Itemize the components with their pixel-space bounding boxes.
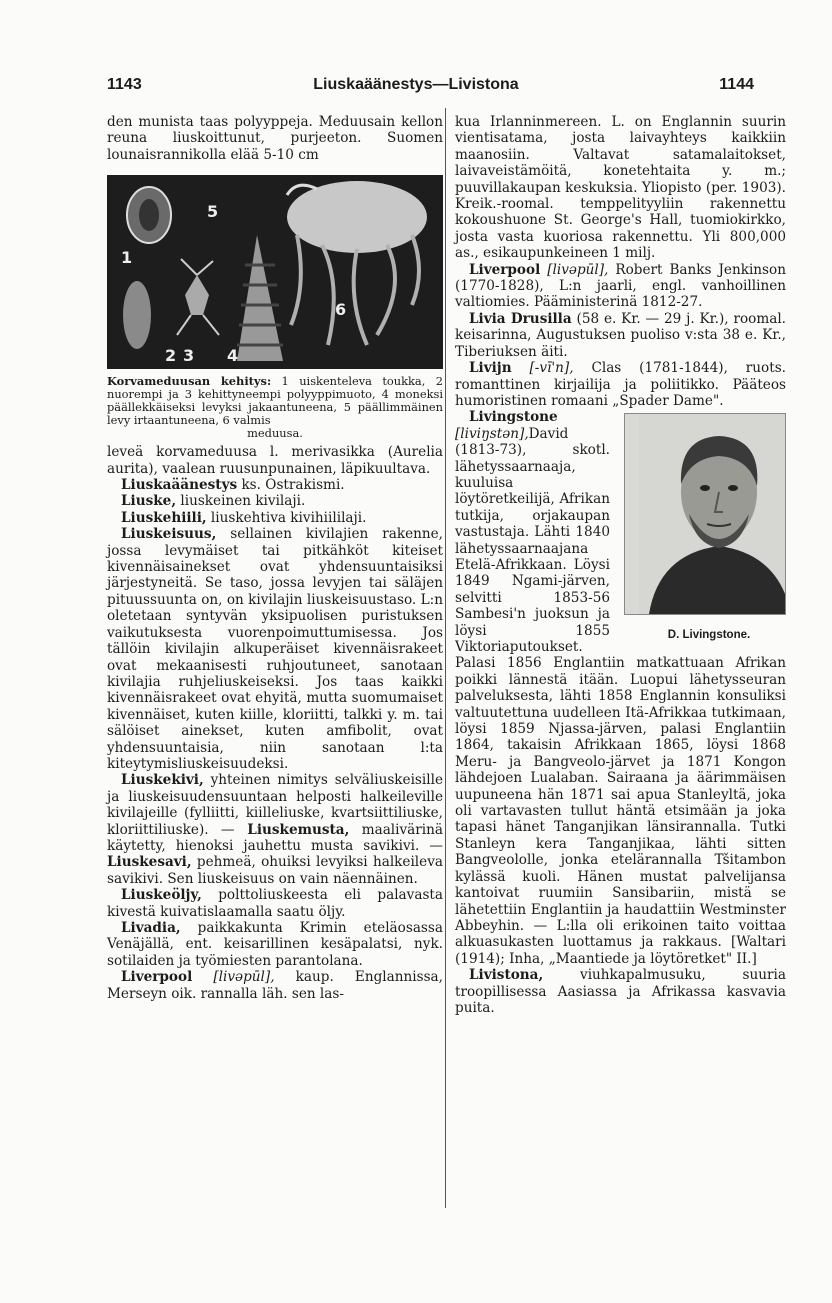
entry-body: ks. Ostrakismi. (237, 477, 345, 494)
entry-body: kaup. Englannissa, Merseyn oik. rannalla läh. sen las- (107, 969, 443, 1002)
entry-body: maalivärinä käytetty, hienoksi jauhettu musta savikivi. — (107, 821, 443, 854)
entry-body: Clas (1781-1844), ruots. romanttinen kirjailija ja poliitikko. Pääteos humoristinen romaani „Spader Dame". (455, 360, 786, 409)
figure-label-2: 2 (165, 346, 177, 366)
entry-liverpool-city (107, 969, 443, 1002)
entry-liuskeisuus (107, 526, 443, 772)
figure-label-4: 4 (227, 346, 239, 366)
entry-head: Liuskeöljy, (121, 887, 202, 904)
caption-body: 1 uiskenteleva toukka, 2 nuorempi ja 3 kehittyneempi polyyppimuoto, 4 moneksi päällekkäiseksi levyksi jakaantuneena, 5 päällimmäinen levy irtaantuneena, 6 valmis (107, 374, 443, 428)
jellyfish-drawing (107, 175, 443, 369)
paragraph: leveä korvameduusa l. merivasikka (Aurelia aurita), vaalean ruusunpunainen, läpikuultava. (107, 444, 443, 477)
figure-caption (107, 375, 443, 440)
entry-body: yhteinen nimitys selväliuskeisille ja liuskeisuudensuuntaan helposti halkeileville kivilajeille (fylliitti, kiilleliuske, kvartsiittiliuske, kloriittiliuske). — (107, 772, 443, 838)
figure-label-6: 6 (335, 300, 347, 320)
entry-liverpool-earl (455, 262, 786, 311)
page-number-right: 1144 (719, 76, 754, 93)
entry-pronunciation: [-vī'n], (511, 360, 574, 377)
entry-liuskaaanestys (107, 477, 443, 493)
entry-subhead: Liuskesavi, (107, 854, 192, 871)
figure-label-5: 5 (207, 202, 219, 222)
entry-pronunciation: [liviŋstən], (455, 425, 529, 442)
entry-body: sellainen kivilajien rakenne, jossa levymäiset tai pitkähköt kiteiset kivennäisainekset ovat yhdensuuntaisiksi järjestyneitä. Se taso, jossa levyjen tai säläjen pituussuunta on, on kivilajin liuskeisuustaso. L:n oletetaan syntyvän yksipuolisen puristuksen vaikutuksesta vuorenpoimuttumisessa. Jos tällöin kivilajin alkuperäiset kivennäisrakeet ovat mekaanisesti ruhjoutuneet, sanotaan kivilajia ruhjeliuskeiseksi. Jos taas kaikki kivennäisrakeet ovat ehyitä, mutta suomumaiset kivennäiset, kuten kiille, kloriitti, talkki y. m. tai sälöiset ainekset, kuten amfibolit, ovat yhdensuuntaisia, niin sanotaan l:ta kiteytymisliuskeisuudeksi. (107, 526, 443, 772)
left-column (107, 114, 443, 1002)
entry-head: Livijn (469, 360, 512, 377)
entry-body: liuskeinen kivilaji. (176, 493, 306, 510)
figure-label-3: 3 (183, 346, 195, 366)
entry-head: Liuskeisuus, (121, 526, 217, 543)
entry-livingstone (455, 409, 786, 967)
entry-liuskeoljy (107, 887, 443, 920)
entry-head: Liuske, (121, 493, 177, 510)
entry-liuskekivi (107, 772, 443, 887)
page-number-left: 1143 (107, 76, 142, 93)
entry-head: Liverpool (469, 261, 541, 278)
portrait-drawing (639, 414, 786, 614)
entry-body: liuskehtiva kivihiililaji. (206, 509, 367, 526)
right-column (455, 114, 786, 1016)
entry-head: Liuskaäänestys (121, 477, 238, 494)
entry-head: Livadia, (121, 920, 181, 936)
entry-body: viuhkapalmusuku, suuria troopillisessa Aasiassa ja Afrikassa kasvavia puita. (455, 967, 786, 1016)
entry-body: David (1813-73), skotl. lähetyssaarnaaja, kuuluisa löytöretkeilijä, Afrikan tutkija, orjakaupan vastustaja. Lähti 1840 lähetyssaarnaajana Etelä-Afrikkaan. Löysi 1849 Ngami-järven, selvitti 1853-56 Sambesi'n juoksun ja löysi 1855 Viktoriaputoukset. Palasi 1856 Englantiin matkattuaan Afrikan poikki lännestä itään. Luopui lähetysseuran palveluksesta, lähti 1858 Englannin konsuliksi valtuutettuna uudelleen Itä-Afrikkaa tutkimaan, löysi 1859 Njassa-järven, palasi Englantiin 1864, takaisin Afrikkaan 1865, löysi 1868 Meru- ja Bangveolo-järvet ja 1871 Kongon lähdejoen Lualaban. Sairaana ja äärimmäisen uupuneena hän 1871 sai apua Stanleyltä, joka oli vartavasten tullut häntä etsimään ja joka tapasi hänet Tanganjikan länsirannalla. Tutki Stanleyn kera Tanganjikaa, lähti sitten Bangveololle, jonka etelärannalla Tšitambon kylässä kuoli. Hänen mustat palvelijansa kantoivat ruumiin Sansibariin, mistä se lähetettiin Englantiin ja haudattiin Westminster Abbeyhin. — L:lla oli erikoinen taito voittaa alkuasukasten luottamus ja rakkaus. [Waltari (1914); Inha, „Maantiede ja löytöretket" II.] (455, 425, 786, 967)
entry-body: (58 e. Kr. — 29 j. Kr.), roomal. keisarinna, Augustuksen puoliso v:sta 38 e. Kr., Tiberiuksen äiti. (455, 310, 786, 360)
entry-liuske (107, 493, 443, 509)
paragraph: kua Irlanninmereen. L. on Englannin suurin vientisatama, josta laivayhteys kaikkiin maanosiin. Valtavat satamalaitokset, laivaveistämöitä, konetehtaita y. m.; puuvillakaupan keskuksia. Yliopisto (per. 1903). Kreik.-roomal. temppelityyliin rakennettu kokoushuone St. George's Hall, tuomiokirkko, josta vasta kuoriosa rakennettu. Yli 800,000 as., esikaupunkeineen 1 milj. (455, 114, 786, 262)
entry-body: paikkakunta Krimin eteläosassa Venäjällä, ent. keisarillinen kesäpalatsi, nyk. sotilaiden ja työmiesten parantolana. (107, 920, 443, 969)
entry-body: pehmeä, ohuiksi levyiksi halkeileva savikivi. Sen liuskeisuus on vain näennäinen. (107, 854, 443, 887)
livingstone-portrait (618, 413, 786, 641)
entry-head: Liverpool (121, 969, 193, 986)
jellyfish-illustration (107, 175, 443, 369)
entry-livistona (455, 967, 786, 1016)
entry-head: Livia Drusilla (469, 310, 572, 327)
entry-head: Liuskehiili, (121, 509, 207, 526)
entry-livijn (455, 360, 786, 409)
entry-liuskehiili (107, 510, 443, 526)
portrait-caption: D. Livingstone. (667, 629, 751, 642)
caption-end: meduusa. (247, 426, 303, 441)
entry-body: polttoliuskeesta eli palavasta kivestä kuivatislaamalla saatu öljy. (107, 887, 443, 920)
portrait-image (624, 413, 786, 615)
entry-pronunciation: [livəpūl], (192, 969, 275, 986)
entry-pronunciation: [livəpūl], (540, 261, 609, 278)
entry-head: Livistona, (469, 967, 544, 984)
column-divider (445, 108, 446, 1208)
entry-livadia (107, 920, 443, 969)
entry-head: Liuskekivi, (121, 772, 204, 789)
caption-head: Korvameduusan kehitys: (107, 374, 272, 389)
entry-head: Livingstone (469, 409, 558, 426)
running-title: Liuskaäänestys—Livistona (313, 76, 519, 93)
paragraph: den munista taas polyyppeja. Meduusain kellon reuna liuskoittunut, purjeeton. Suomen lounaisrannikolla elää 5-10 cm (107, 114, 443, 163)
entry-livia-drusilla (455, 311, 786, 360)
figure-label-1: 1 (121, 248, 133, 268)
entry-body: Robert Banks Jenkinson (1770-1828), L:n jaarli, engl. vanhoillinen valtiomies. Pääministerinä 1812-27. (455, 261, 786, 311)
entry-subhead: Liuskemusta, (234, 821, 350, 838)
